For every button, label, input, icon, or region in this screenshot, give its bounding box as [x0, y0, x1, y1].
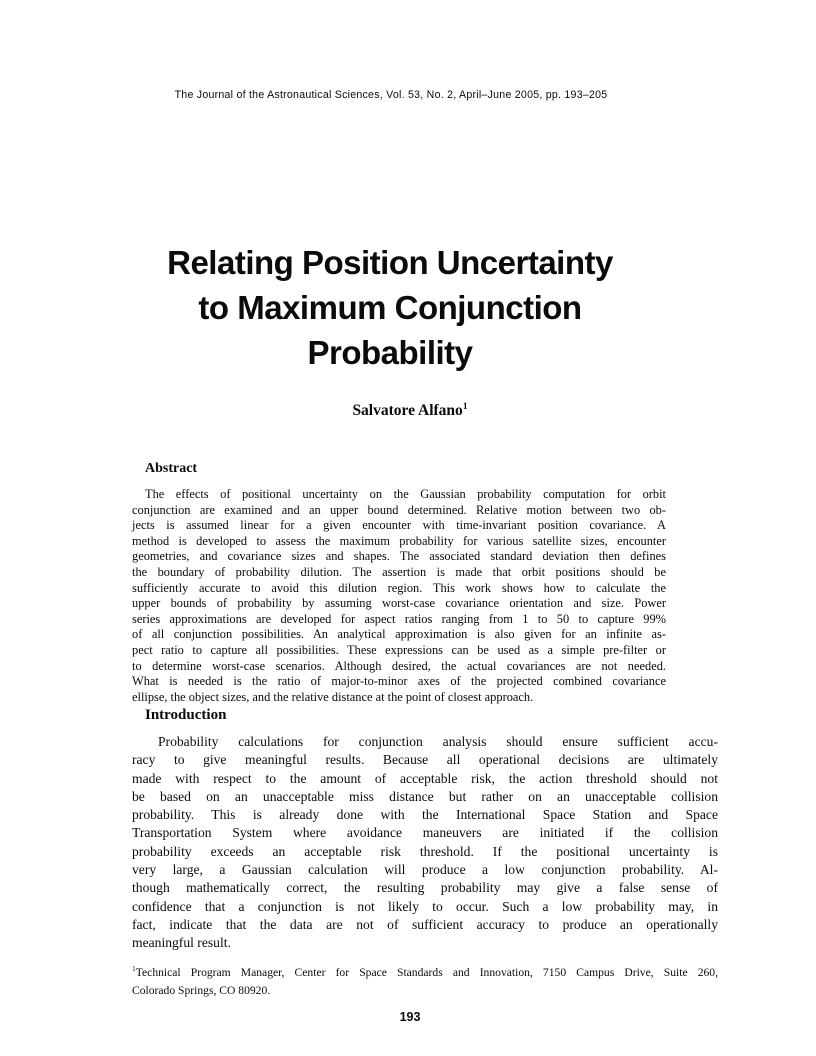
abstract-heading: Abstract — [145, 461, 198, 476]
author-line — [130, 402, 690, 420]
author-footnote-mark: 1 — [462, 401, 468, 412]
footnote-line — [132, 982, 718, 1000]
introduction-text — [132, 733, 718, 953]
paper-title — [112, 240, 668, 375]
text-line: ellipse, the object sizes, and the relative distance at the point of closest approach. — [132, 689, 534, 704]
text-line: of all conjunction possibilities. An analytical approximation is also given for an infinite as- — [132, 627, 666, 642]
text-line: Probability calculations for conjunction analysis should ensure sufficient accu- — [158, 734, 718, 749]
introduction-heading: Introduction — [145, 707, 227, 723]
text-line: upper bounds of probability by assuming worst-case covariance orientation and size. Power — [132, 596, 666, 611]
text-line: probability. This is already done with the International Space Station and Space — [132, 807, 718, 823]
text-line: sufficiently accurate to avoid this dilution region. This work shows how to calculate the — [132, 580, 666, 595]
text-line: the boundary of probability dilution. The assertion is made that orbit positions should be — [132, 564, 666, 579]
text-line: conjunction are examined and an upper bound determined. Relative motion between two ob- — [132, 502, 666, 517]
title-line-2: to Maximum Conjunction — [198, 289, 582, 326]
text-line: The effects of positional uncertainty on the Gaussian probability computation for orbit — [145, 487, 666, 501]
text-line: method is developed to assess the maximum probability for various satellite sizes, encounter — [132, 533, 666, 548]
text-line: series approximations are developed for aspect ratios ranging from 1 to 50 to capture 99% — [132, 611, 666, 626]
footnote-mark: 1 — [132, 964, 136, 974]
footnote — [132, 964, 718, 1000]
abstract-text — [132, 487, 666, 705]
text-line: to determine worst-case scenarios. Although desired, the actual covariances are not needed. — [132, 658, 666, 673]
text-line: fact, indicate that the data are not of sufficient accuracy to produce an operationally — [132, 916, 718, 932]
footnote-text: Technical Program Manager, Center for Space Standards and Innovation, 7150 Campus Drive, Suite 260, — [135, 966, 718, 979]
journal-citation-header: The Journal of the Astronautical Sciences, Vol. 53, No. 2, April–June 2005, pp. 193–205 — [174, 89, 608, 101]
text-line: probability exceeds an acceptable risk threshold. If the positional uncertainty is — [132, 843, 718, 859]
footnote-text: Colorado Springs, CO 80920. — [132, 984, 271, 997]
text-line: geometries, and covariance sizes and shapes. The associated standard deviation then defines — [132, 549, 666, 564]
text-line: confidence that a conjunction is not likely to occur. Such a low probability may, in — [132, 898, 718, 914]
author-name: Salvatore Alfano — [352, 402, 463, 419]
text-line: made with respect to the amount of acceptable risk, the action threshold should not — [132, 770, 718, 786]
text-line: very large, a Gaussian calculation will produce a low conjunction probability. Al- — [132, 862, 718, 878]
text-line: meaningful result. — [132, 935, 231, 951]
text-line: jects is assumed linear for a given encounter with time-invariant position covariance. A — [132, 518, 666, 533]
text-line: Transportation System where avoidance maneuvers are initiated if the collision — [132, 825, 718, 841]
text-line: racy to give meaningful results. Because all operational decisions are ultimately — [132, 752, 718, 768]
title-line-1: Relating Position Uncertainty — [167, 244, 613, 281]
footnote-line — [132, 964, 718, 982]
text-line: pect ratio to capture all possibilities. These expressions can be used as a simple pre-filter or — [132, 642, 666, 657]
page-number: 193 — [399, 1010, 421, 1024]
text-line: though mathematically correct, the resulting probability may give a false sense of — [132, 880, 718, 896]
text-line: be based on an unacceptable miss distance but rather on an unacceptable collision — [132, 788, 718, 804]
title-line-3: Probability — [307, 334, 473, 371]
text-line: What is needed is the ratio of major-to-minor axes of the projected combined covariance — [132, 674, 666, 689]
